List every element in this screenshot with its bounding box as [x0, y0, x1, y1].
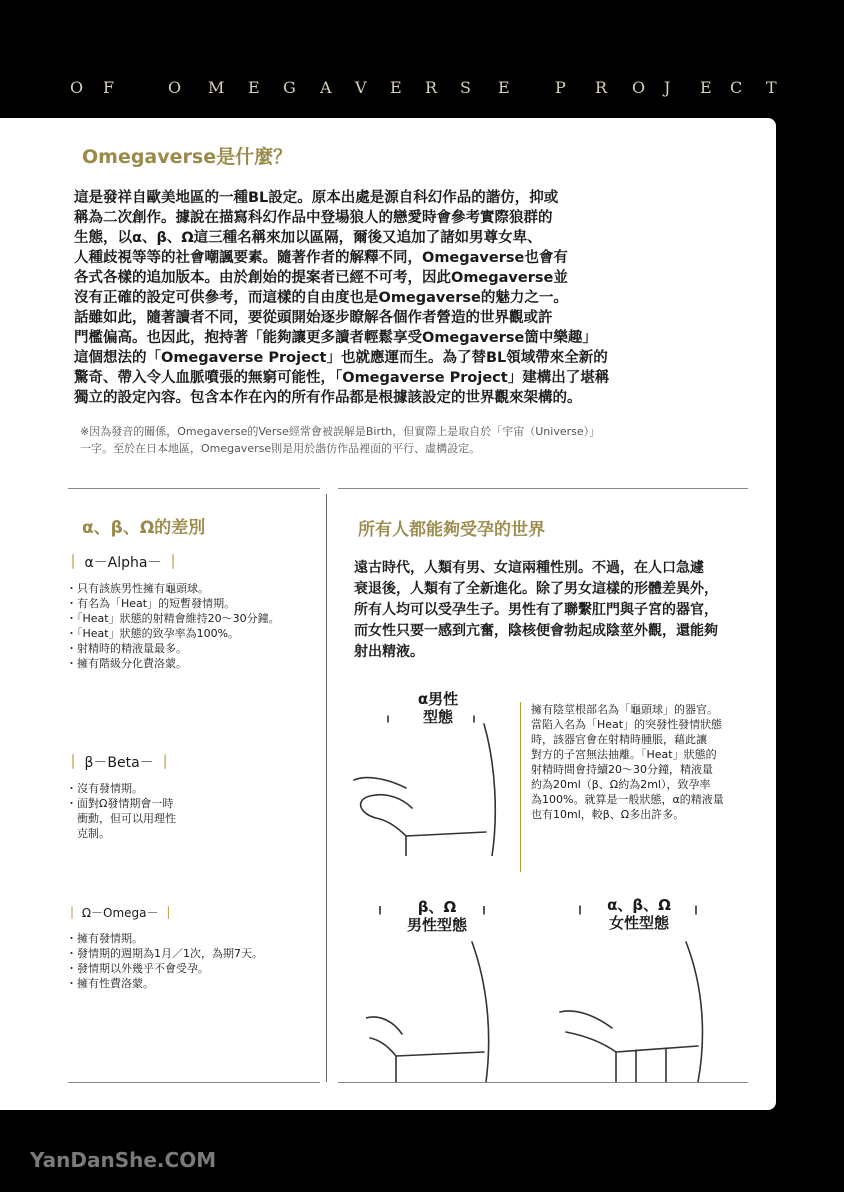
header-letter: F [103, 78, 115, 97]
list-item: ・擁有階級分化費洛蒙。 [66, 657, 187, 670]
desc-bar [520, 702, 521, 872]
list-item: ・擁有性費洛蒙。 [66, 977, 154, 990]
beta-label: ｜ β－Beta－ ｜ [66, 755, 173, 771]
header-letter: G [283, 78, 296, 97]
list-item: ・「Heat」狀態的射精會維持20～30分鐘。 [66, 612, 280, 625]
footnote-line: ※因為發音的關係，Omegaverse的Verse經常會被誤解是Birth，但實際上是取自於「宇宙（Universe）」 [80, 425, 601, 438]
series-header [0, 66, 844, 106]
header-letter: E [390, 78, 402, 97]
column-divider [326, 494, 327, 1082]
list-item: ・面對Ω發情期會一時 [66, 797, 174, 810]
divider [68, 488, 320, 489]
header-letter: E [700, 78, 712, 97]
list-item: ・「Heat」狀態的致孕率為100%。 [66, 627, 240, 640]
divider [338, 1082, 748, 1083]
header-letter: S [460, 78, 471, 97]
header-letter: C [730, 78, 743, 97]
female-label: α、β、Ω 女性型態 [607, 896, 671, 932]
intro-line: 這個想法的「Omegaverse Project」也就應運而生。為了替BL領域帶來全新的 [74, 350, 608, 366]
world-line: 而女性只要一感到亢奮，陰核便會勃起成陰莖外觀，還能夠 [354, 623, 718, 639]
intro-title: Omegaverse是什麼？ [82, 146, 293, 168]
world-text [354, 558, 774, 663]
world-title: 所有人都能夠受孕的世界 [358, 520, 545, 540]
intro-line: 獨立的設定內容。包含本作在內的所有作品都是根據該設定的世界觀來架構的。 [74, 390, 582, 406]
intro-line: 這是發祥自歐美地區的一種BL設定。原本出處是源自科幻作品的諧仿，抑或 [74, 190, 559, 206]
divider [68, 1082, 320, 1083]
header-letter: R [595, 78, 608, 97]
header-letter: O [632, 78, 646, 97]
header-letter: P [555, 78, 566, 97]
world-line: 所有人均可以受孕生子。男性有了聯繫肛門與子宮的器官， [354, 602, 718, 618]
header-letter: T [766, 78, 777, 97]
intro-line: 門檻偏高。也因此，抱持著「能夠讓更多讀者輕鬆享受Omegaverse箇中樂趣」 [74, 330, 597, 346]
footnote-line: 一字。至於在日本地區，Omegaverse則是用於諧仿作品裡面的平行、虛構設定。 [80, 442, 481, 455]
header-letter: O [168, 78, 182, 97]
female-illustration [556, 904, 716, 1082]
watermark: YanDanShe.COM [30, 1148, 217, 1172]
list-item: ・發情期以外幾乎不會受孕。 [66, 962, 209, 975]
list-item: ・沒有發情期。 [66, 782, 143, 795]
alpha-male-illustration [346, 696, 516, 856]
header-letter: R [425, 78, 438, 97]
alpha-description: 擁有陰莖根部名為「龜頭球」的器官。 當陷入名為「Heat」的突發性發情狀態 時，該器官會在射精時腫脹，藉此讓 對方的子宮無法抽離。「Heat」狀態的 射精時間會持續20～30分鐘，精液量 約為20ml（β、Ω約為2ml），致孕率 為100%。就算是一般狀態，α的精液量 也有10ml，較β、Ω多出許多。 [531, 703, 724, 821]
divider [338, 488, 748, 489]
alpha-male-label: α男性 型態 [417, 690, 459, 726]
alpha-label: ｜ α－Alpha－ ｜ [66, 555, 180, 571]
list-item: ・射精時的精液量最多。 [66, 642, 187, 655]
omega-group [66, 906, 263, 991]
list-item: 衝動，但可以用理性 [66, 812, 176, 825]
intro-line: 驚奇、帶入令人血脈噴張的無窮可能性，「Omegaverse Project」建構出了堪稱 [74, 370, 610, 386]
header-letter: E [248, 78, 260, 97]
intro-line: 稱為二次創作。據說在描寫科幻作品中登場狼人的戀愛時會參考實際狼群的 [74, 210, 553, 226]
intro-text [74, 188, 674, 408]
header-letter: O [70, 78, 84, 97]
omega-label: ｜ Ω－Omega－ ｜ [66, 906, 175, 920]
world-line: 遠古時代，人類有男、女這兩種性別。不過，在人口急遽 [354, 560, 704, 576]
intro-line: 沒有正確的設定可供參考，而這樣的自由度也是Omegaverse的魅力之一。 [74, 290, 568, 306]
beta-omega-male-illustration [366, 906, 506, 1082]
header-letter: J [664, 78, 671, 97]
beta-omega-male-label: β、Ω 男性型態 [406, 898, 467, 934]
list-item: ・只有該族男性擁有龜頭球。 [66, 582, 209, 595]
world-line: 衰退後，人類有了全新進化。除了男女這樣的形體差異外， [354, 581, 718, 597]
differences-title: α、β、Ω的差別 [82, 518, 206, 538]
intro-line: 人種歧視等等的社會嘲諷要素。隨著作者的解釋不同，Omegaverse也會有 [74, 250, 568, 266]
beta-group [66, 756, 176, 841]
footnote [80, 423, 700, 457]
alpha-group [66, 556, 280, 671]
header-letter: V [355, 78, 367, 97]
info-page [0, 118, 776, 1110]
list-item: ・有名為「Heat」的短暫發情期。 [66, 597, 236, 610]
list-item: ・發情期的週期為1月／1次，為期7天。 [66, 947, 263, 960]
list-item: 克制。 [66, 827, 110, 840]
list-item: ・擁有發情期。 [66, 932, 143, 945]
header-letter: M [208, 78, 225, 97]
intro-line: 話雖如此，隨著讀者不同，要從頭開始逐步瞭解各個作者營造的世界觀或許 [74, 310, 553, 326]
intro-line: 生態，以α、β、Ω這三種名稱來加以區隔，爾後又追加了諸如男尊女卑、 [74, 230, 542, 246]
intro-line: 各式各樣的追加版本。由於創始的提案者已經不可考，因此Omegaverse並 [74, 270, 568, 286]
header-letter: E [498, 78, 510, 97]
header-letter: A [320, 78, 332, 97]
world-line: 射出精液。 [354, 644, 424, 660]
